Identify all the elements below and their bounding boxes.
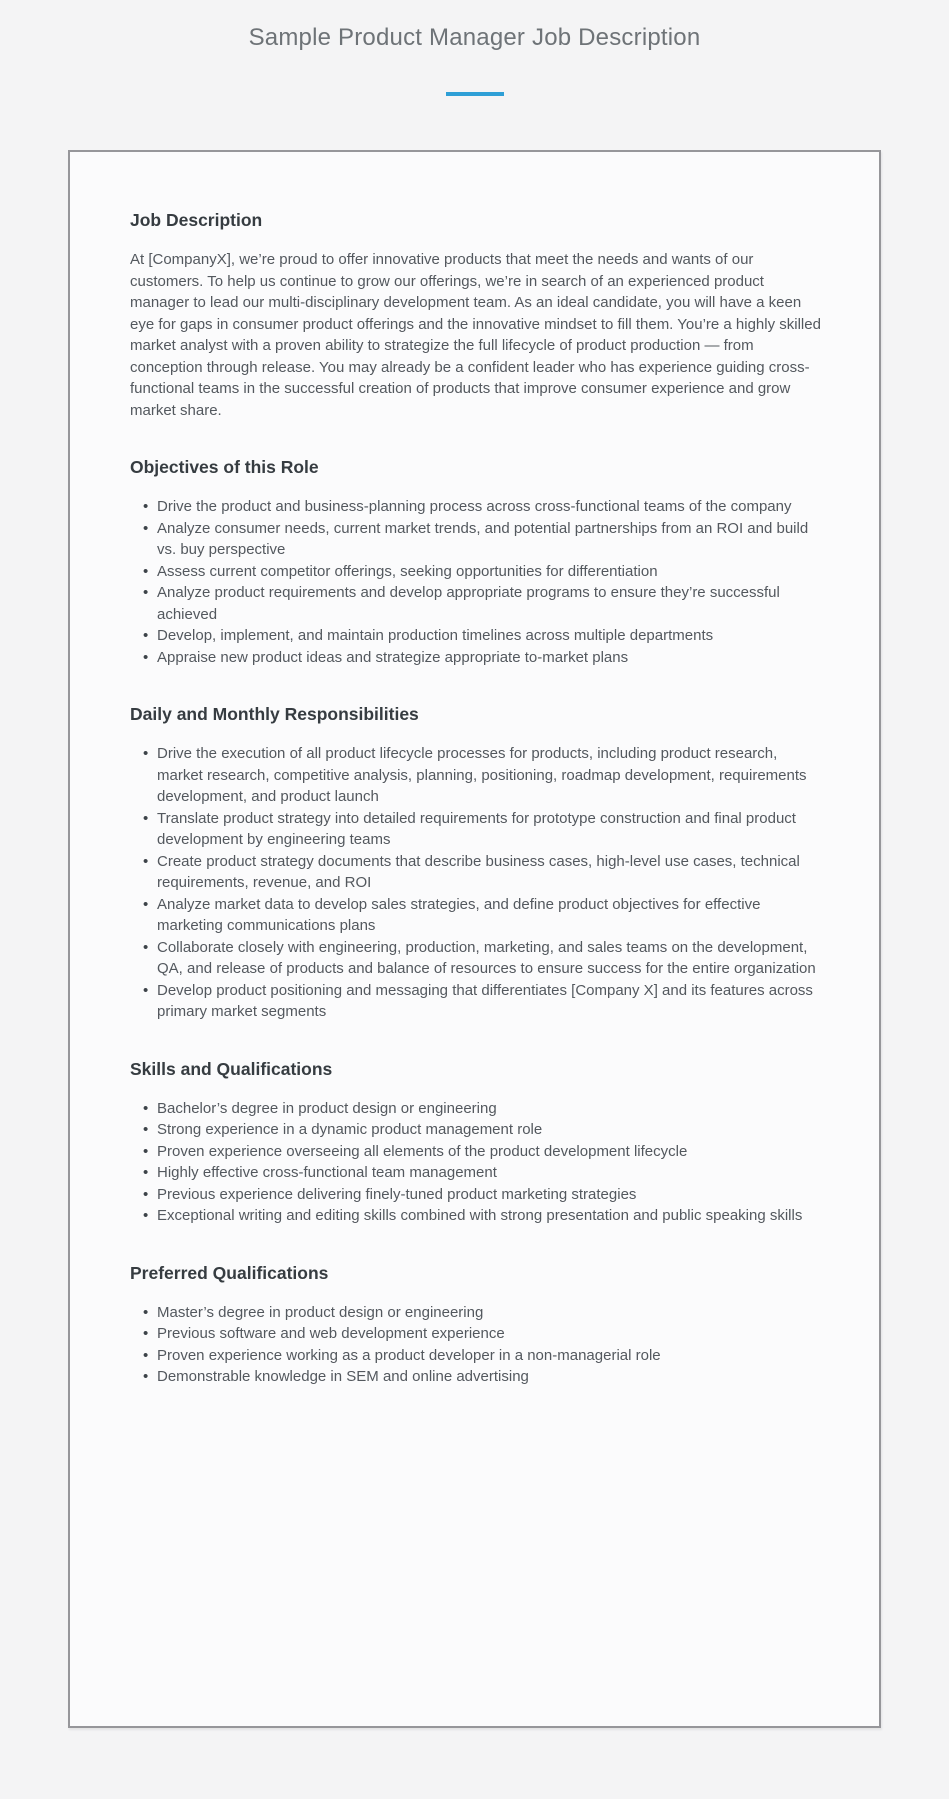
bullet-list	[130, 743, 822, 1023]
bullet-item: • Exceptional writing and editing skills combined with strong presentation and public speaking skills	[130, 1205, 822, 1227]
title-divider	[446, 92, 504, 96]
bullet-item: • Drive the product and business-planning process across cross-functional teams of the company	[130, 496, 822, 518]
bullet-item: • Collaborate closely with engineering, production, marketing, and sales teams on the development, QA, and release of products and balance of resources to ensure success for the entire organization	[130, 937, 822, 980]
bullet-item: • Develop product positioning and messaging that differentiates [Company X] and its features across primary market segments	[130, 980, 822, 1023]
bullet-item: • Demonstrable knowledge in SEM and online advertising	[130, 1366, 822, 1388]
bullet-item: • Translate product strategy into detailed requirements for prototype construction and final product development by engineering teams	[130, 808, 822, 851]
bullet-list	[130, 1302, 822, 1388]
section-heading: Skills and Qualifications	[130, 1058, 333, 1079]
job-description-card	[68, 150, 881, 1728]
section-heading: Preferred Qualifications	[130, 1262, 329, 1283]
bullet-item: • Previous experience delivering finely-tuned product marketing strategies	[130, 1184, 822, 1206]
section-skills-and-qualifications	[130, 1057, 821, 1227]
bullet-item: • Strong experience in a dynamic product management role	[130, 1119, 822, 1141]
bullet-item: • Proven experience working as a product developer in a non-managerial role	[130, 1345, 822, 1367]
bullet-item: • Proven experience overseeing all elements of the product development lifecycle	[130, 1141, 822, 1163]
section-heading: Daily and Monthly Responsibilities	[130, 704, 419, 724]
bullet-item: • Highly effective cross-functional team management	[130, 1162, 822, 1184]
section-heading: Objectives of this Role	[130, 457, 319, 477]
document-sections	[130, 208, 821, 1388]
bullet-item: • Drive the execution of all product lifecycle processes for products, including product research, market research, competitive analysis, planning, positioning, roadmap development, requirements development, and product launch	[130, 743, 822, 808]
bullet-list	[130, 1098, 822, 1227]
bullet-item: • Create product strategy documents that describe business cases, high-level use cases, technical requirements, revenue, and ROI	[130, 851, 822, 894]
bullet-item: • Master’s degree in product design or engineering	[130, 1302, 822, 1324]
bullet-list	[130, 496, 822, 668]
bullet-item: • Analyze product requirements and develop appropriate programs to ensure they’re successful achieved	[130, 582, 822, 625]
bullet-item: • Develop, implement, and maintain production timelines across multiple departments	[130, 625, 822, 647]
bullet-item: • Bachelor’s degree in product design or engineering	[130, 1098, 822, 1120]
section-objectives-of-this-role	[130, 455, 821, 668]
section-job-description	[130, 208, 821, 421]
section-preferred-qualifications	[130, 1261, 821, 1388]
bullet-item: • Assess current competitor offerings, seeking opportunities for differentiation	[130, 561, 822, 583]
section-daily-and-monthly-responsibilities	[130, 702, 821, 1023]
bullet-item: • Analyze market data to develop sales strategies, and define product objectives for effective marketing communications plans	[130, 894, 822, 937]
bullet-item: • Previous software and web development experience	[130, 1323, 822, 1345]
section-heading: Job Description	[130, 210, 263, 230]
bullet-item: • Appraise new product ideas and strategize appropriate to-market plans	[130, 647, 822, 669]
page-title: Sample Product Manager Job Description	[248, 24, 701, 51]
bullet-item: • Analyze consumer needs, current market trends, and potential partnerships from an ROI and build vs. buy perspective	[130, 518, 822, 561]
section-paragraph: At [CompanyX], we’re proud to offer innovative products that meet the needs and wants of our customers. To help us continue to grow our offerings, we’re in search of an experienced product manager to lead our multi-disciplinary development team. As an ideal candidate, you will have a keen eye for gaps in consumer product offerings and the innovative mindset to fill them. You’re a highly skilled market analyst with a proven ability to strategize the full lifecycle of product production — from conception through release. You may already be a confident leader who has experience guiding cross-functional teams in the successful creation of products that improve consumer experience and grow market share.	[130, 251, 821, 419]
